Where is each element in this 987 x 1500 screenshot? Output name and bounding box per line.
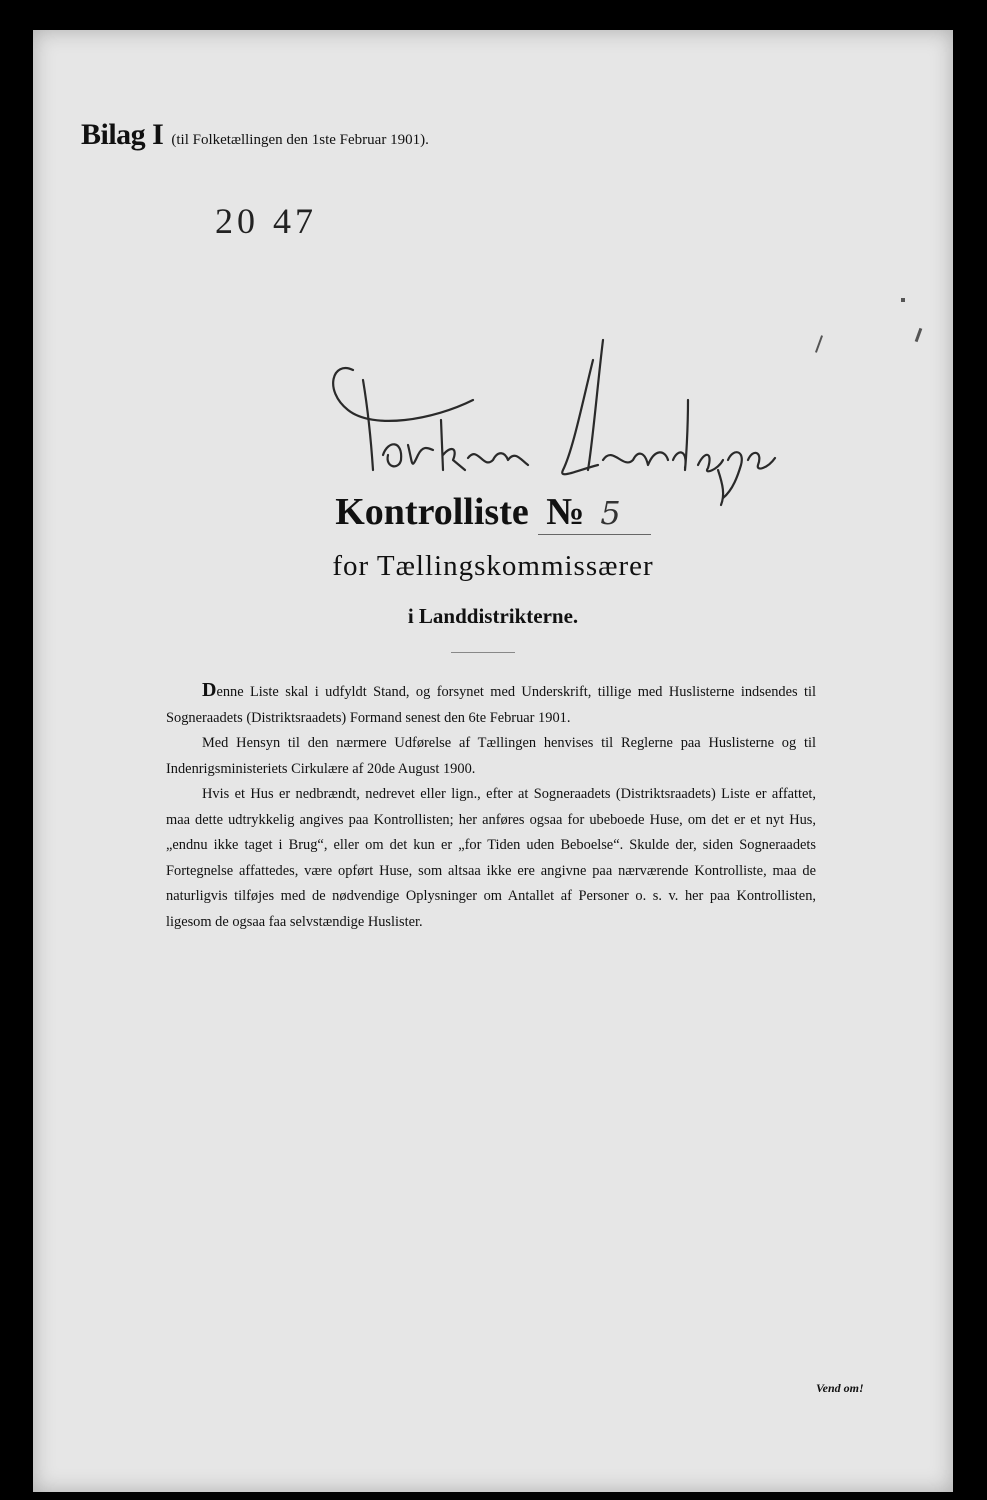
instruction-paragraph-2: Med Hensyn til den nærmere Udførelse af Tællingen henvises til Reglerne paa Huslisterne og til Indenrigsministeriets Cirkulære af 20de August 1900. [166,735,816,777]
form-number-field [538,490,651,535]
bilag-header [81,118,429,152]
form-number-value: 5 [600,494,621,532]
turn-over-note: Vend om! [816,1381,864,1395]
number-symbol: № [546,491,585,533]
form-title [33,490,953,535]
instruction-paragraph-3: Hvis et Hus er nedbrændt, nedrevet eller lign., efter at Sogneraadets (Distriktsraadets) Liste er affattet, maa dette udtrykkelig angives paa Kontrollisten; her anføres ogsaa for ubeboede Huse, om det er et nyt Hus, „endnu ikke taget i Brug“, eller om det kun er „for Tiden uden Beboelse“. Skulde der, siden Sogneraadets Fortegnelse affattedes, være opført Huse, som altsaa ikke ere angivne paa nærværende Kontrolliste, maa de naturligvis tilføjes med de nødvendige Oplysninger om Antallet af Personer o. s. v. her paa Kontrollisten, ligesom de ogsaa faa selvstændige Huslister. [166,786,816,930]
form-subtitle: for Tællingskommissærer [332,550,654,582]
instructions-body [166,678,816,935]
page-mark-1 [901,298,905,302]
bilag-subtitle: (til Folketællingen den 1ste Februar 1901). [171,132,429,148]
title-divider [451,652,515,653]
form-district: i Landdistrikterne. [407,604,579,628]
bilag-label: Bilag I [81,118,164,151]
document-page [33,30,953,1492]
stamp-number [215,200,317,242]
paragraph-1-text: enne Liste skal i udfyldt Stand, og forsynet med Underskrift, tillige med Huslisterne indsendes til Sogneraadets (Distriktsraadets) Formand senest den 6te Februar 1901. [166,684,816,726]
handwritten-parish-name [293,320,793,510]
stamp-number-part2: 47 [273,201,317,241]
paragraph-dropcap: D [202,679,217,701]
page-mark-2 [915,328,923,342]
instruction-paragraph-1 [166,678,816,731]
stamp-number-part1: 20 [215,201,259,241]
page-mark-3 [815,335,823,353]
form-title-text: Kontrolliste [335,491,529,533]
